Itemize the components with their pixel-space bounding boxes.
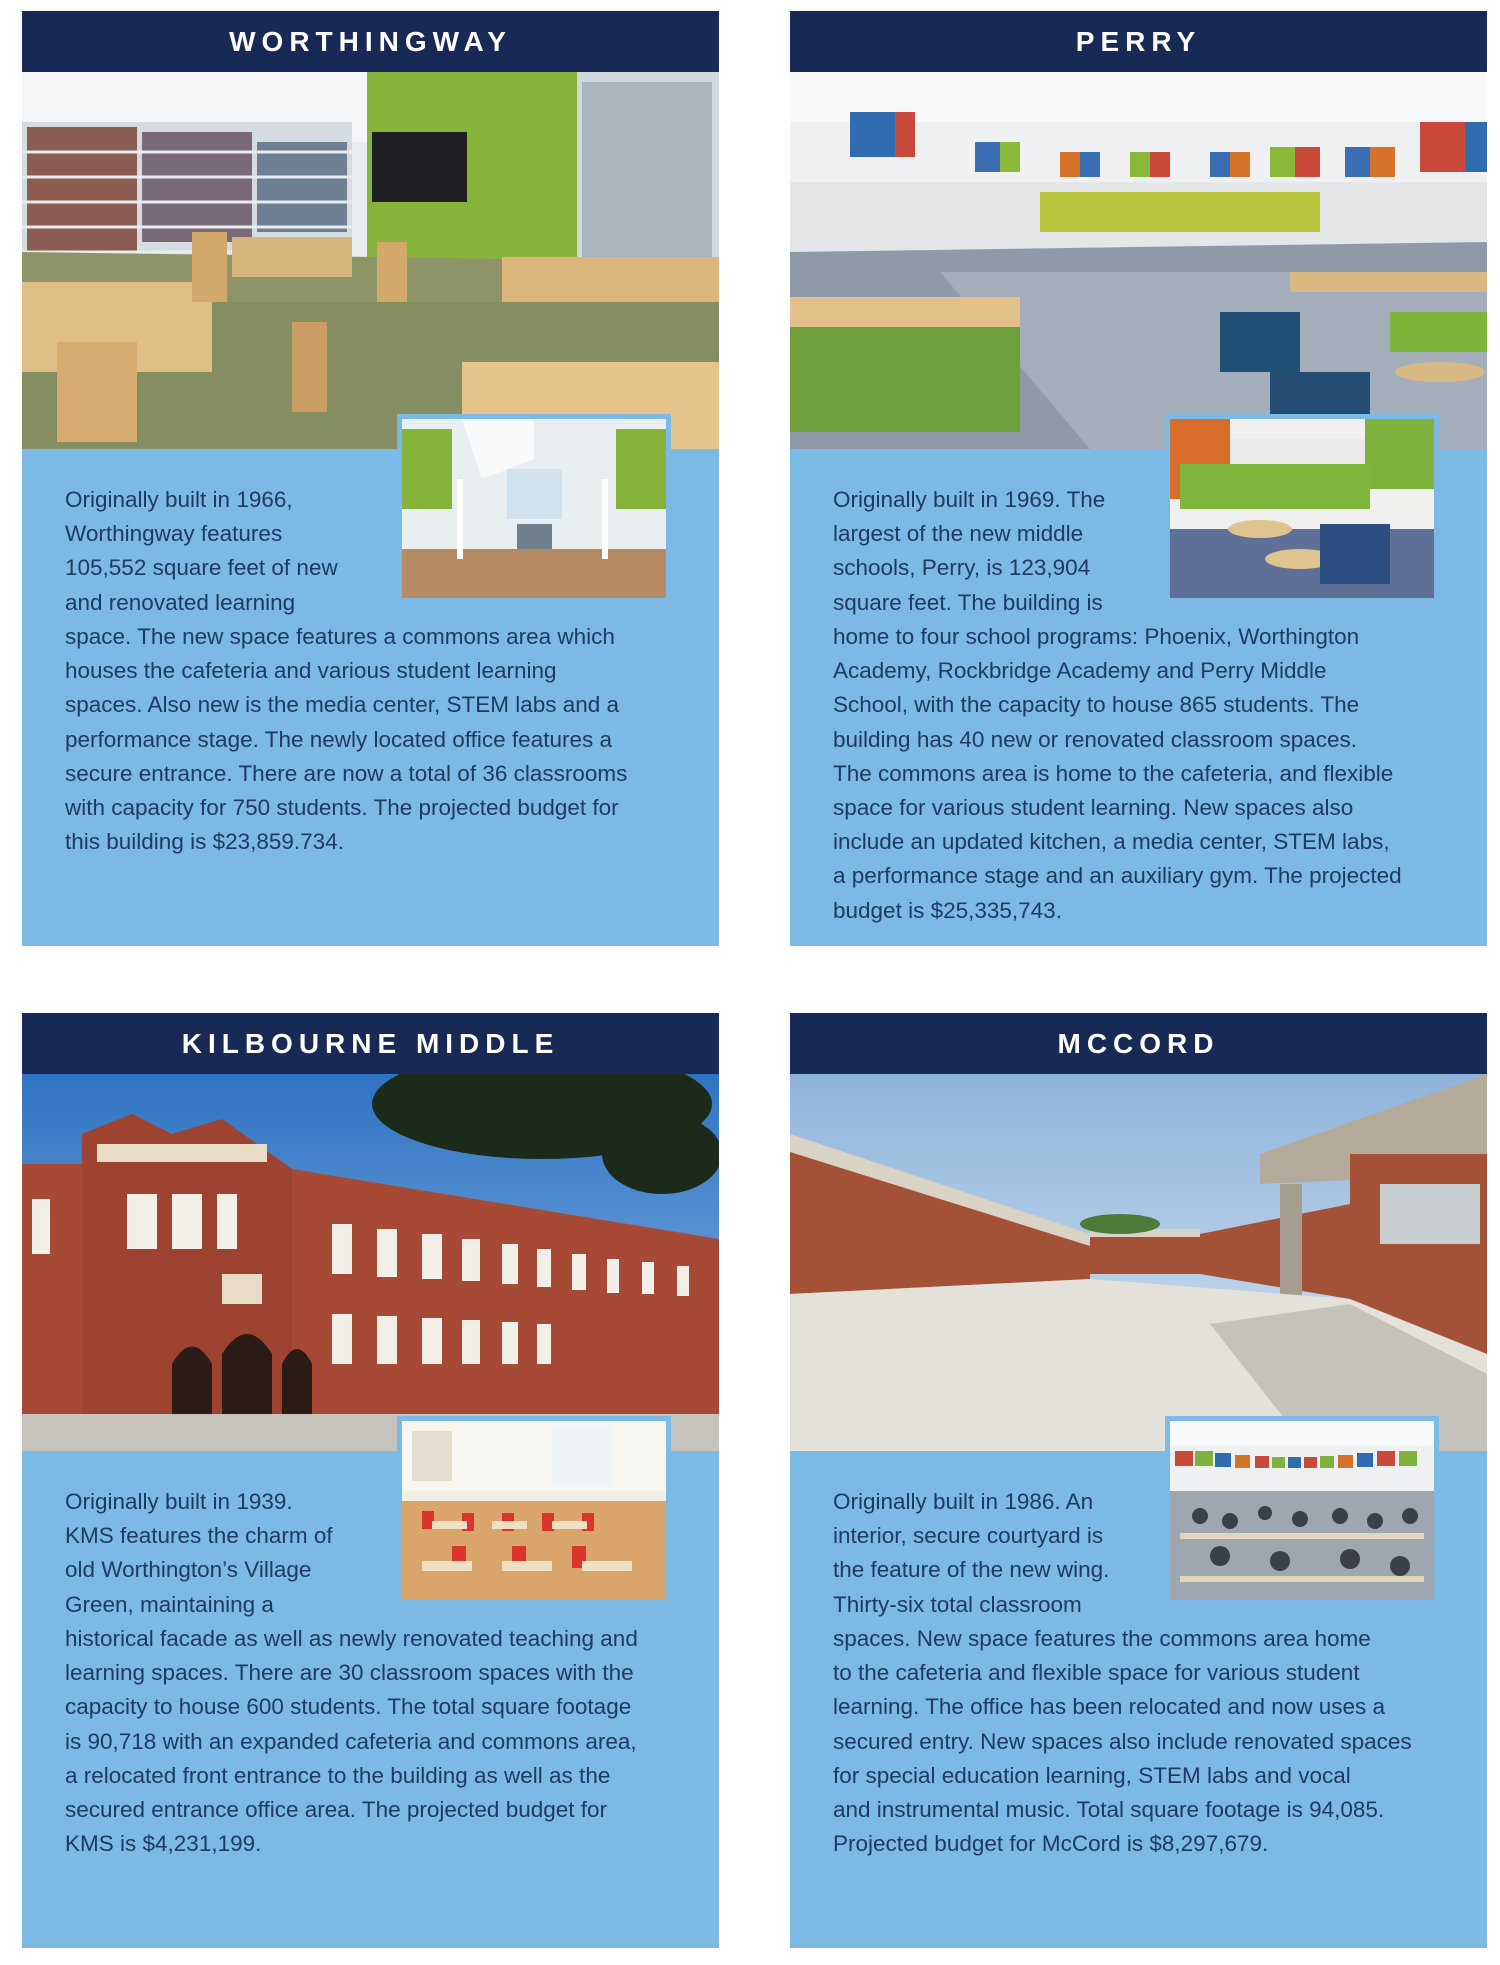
building-exterior-photo [22, 1074, 719, 1451]
card-title: WORTHINGWAY [22, 11, 719, 72]
card-title: MCCORD [790, 1013, 1487, 1074]
intro-text: Originally built in 1966, Worthingway features 105,552 square feet of new and renovated learning [65, 487, 338, 615]
card-mccord [790, 1013, 1487, 1948]
commons-hall-photo [397, 414, 671, 603]
body-text: space. The new space features a commons area which houses the cafeteria and various student learning spaces. Also new is the media center, STEM labs and a performance stage. The newly located office features a secure entrance. There are now a total of 36 classrooms with capacity for 750 students. The projected budget for this building is $23,859.734. [65, 624, 628, 855]
body-text: historical facade as well as newly renovated teaching and learning spaces. There are 30 classroom spaces with the capacity to house 600 students. The total square footage is 90,718 with an expanded cafeteria and commons area, a relocated front entrance to the building as well as the secured entrance office area. The projected budget for KMS is $4,231,199. [65, 1626, 638, 1857]
intro-text: Originally built in 1939. KMS features the charm of old Worthington’s Village Green, maintaining a [65, 1489, 333, 1617]
card-perry [790, 11, 1487, 946]
body-text: spaces. New space features the commons area home to the cafeteria and flexible space for various student learning. The office has been relocated and now uses a secured entry. New spaces also include renovated spaces for special education learning, STEM labs and vocal and instrumental music. Total square footage is 94,085. Projected budget for McCord is $8,297,679. [833, 1626, 1412, 1857]
card-title: PERRY [790, 11, 1487, 72]
classroom-photo [397, 1416, 671, 1605]
cafeteria-photo [1165, 1416, 1439, 1605]
card-title: KILBOURNE MIDDLE [22, 1013, 719, 1074]
intro-text: Originally built in 1969. The largest of the new middle schools, Perry, is 123,904 square feet. The building is [833, 487, 1106, 615]
intro-text: Originally built in 1986. An interior, secure courtyard is the feature of the new wing. Thirty-six total classroom [833, 1489, 1110, 1617]
card-worthingway [22, 11, 719, 946]
commons-photo [790, 72, 1487, 449]
card-kilbourne-middle [22, 1013, 719, 1948]
lounge-photo [1165, 414, 1439, 603]
body-text: home to four school programs: Phoenix, Worthington Academy, Rockbridge Academy and Perry Middle School, with the capacity to house 865 students. The building has 40 new or renovated classroom spaces. The commons area is home to the cafeteria, and flexible space for various student learning. New spaces also include an updated kitchen, a media center, STEM labs, a performance stage and an auxiliary gym. The projected budget is $25,335,743. [833, 624, 1402, 923]
courtyard-photo [790, 1074, 1487, 1451]
library-photo [22, 72, 719, 449]
